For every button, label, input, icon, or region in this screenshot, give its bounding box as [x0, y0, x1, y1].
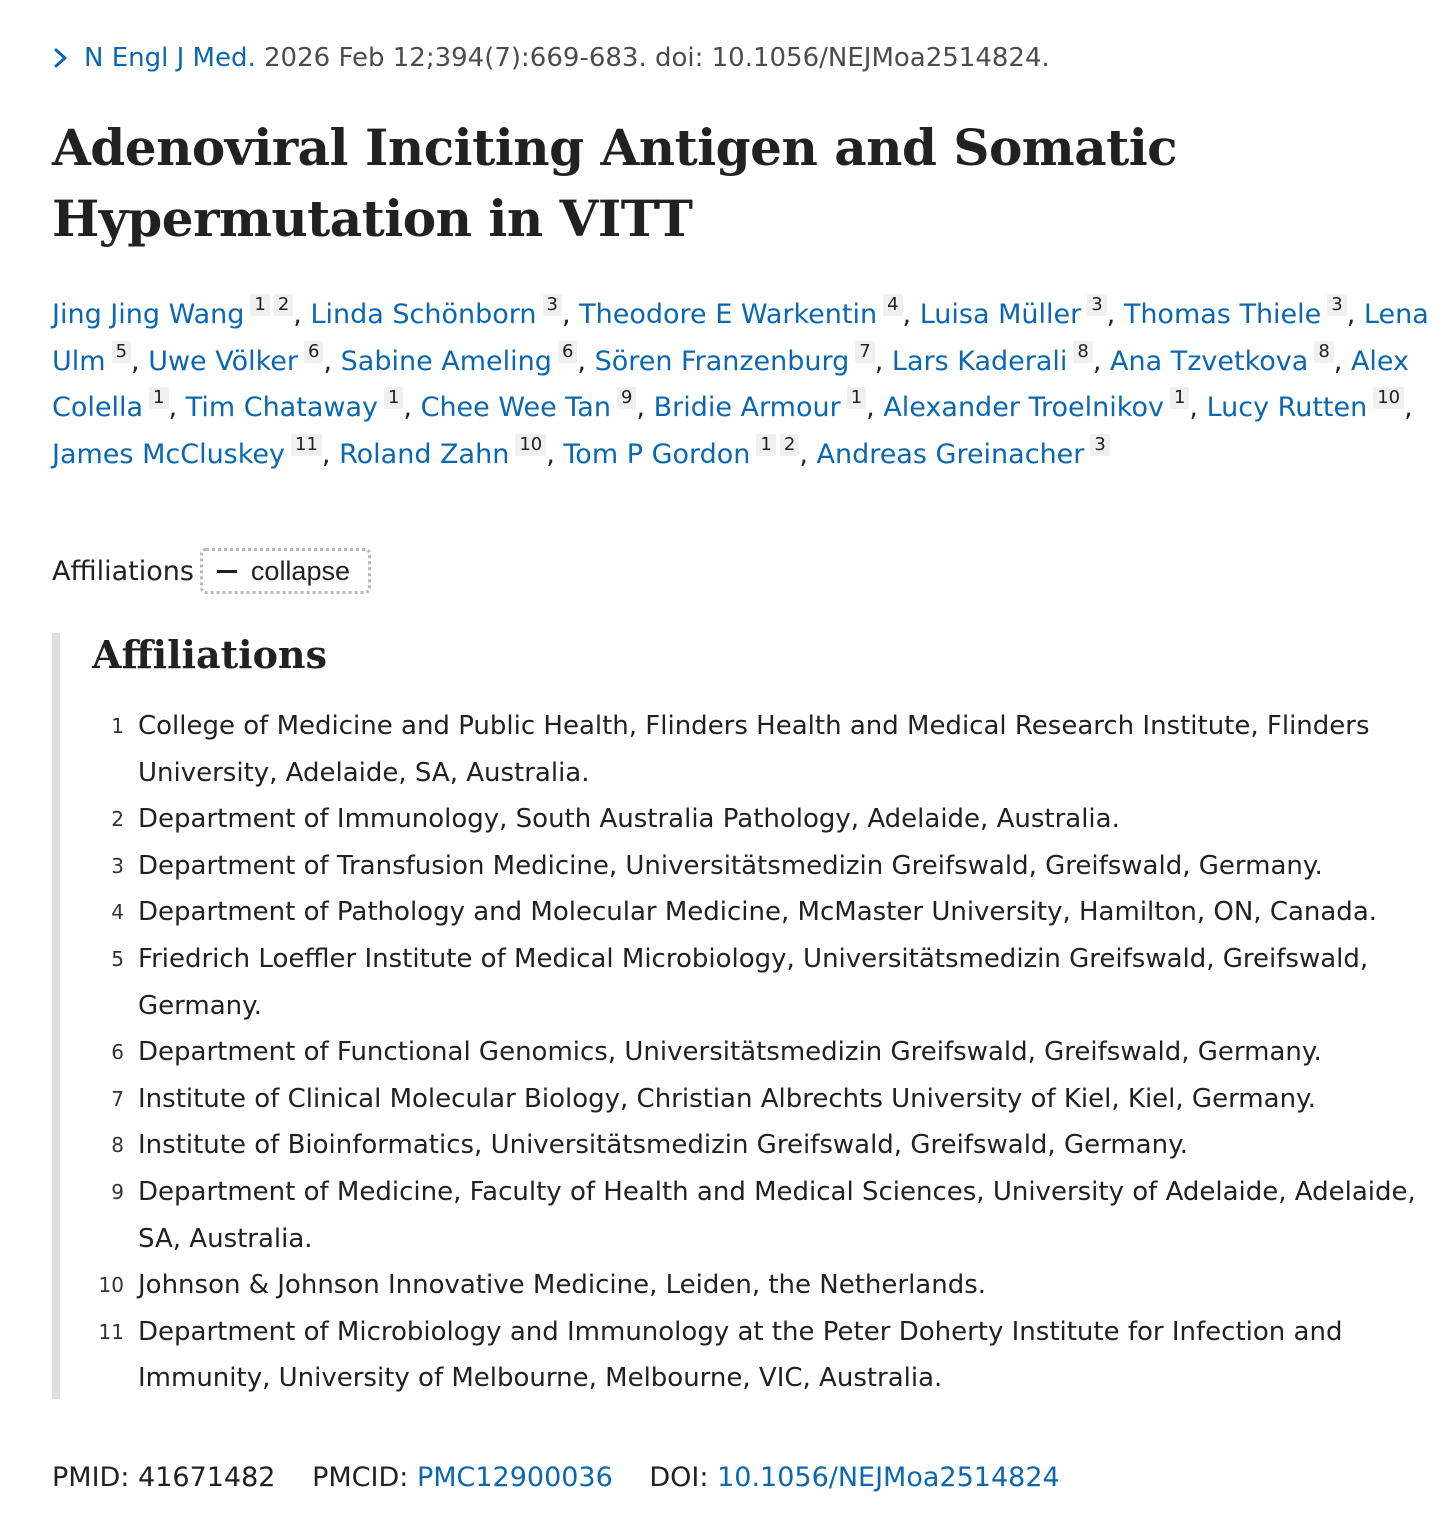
affiliation-text: Department of Medicine, Faculty of Health and Medical Sciences, University of Adelaide, Adelaide, SA, Australia. [138, 1176, 1416, 1254]
author-item [816, 433, 1109, 470]
affiliation-ref-badge[interactable]: 11 [291, 434, 322, 456]
affiliation-ref-badge[interactable]: 2 [780, 434, 799, 456]
author-name-link[interactable]: Jing Jing Wang [52, 299, 245, 330]
affiliation-text: Institute of Clinical Molecular Biology, Christian Albrechts University of Kiel, Kiel, Germany. [138, 1083, 1316, 1114]
author-name-link[interactable]: Tom P Gordon [563, 438, 751, 470]
author-separator: , [799, 438, 817, 470]
doi-block [649, 1462, 1059, 1493]
author-name-link[interactable]: Tim Chataway [185, 392, 378, 424]
affiliation-text: College of Medicine and Public Health, Flinders Health and Medical Research Institute, Flinders University, Adelaide, SA, Australia. [138, 711, 1370, 788]
author-item [185, 387, 421, 424]
affiliation-ref-badge[interactable]: 3 [1087, 294, 1106, 316]
affiliation-ref-badge[interactable]: 1 [847, 387, 866, 409]
collapse-affiliations-button[interactable] [200, 548, 371, 594]
author-item [52, 433, 340, 470]
affiliation-item [60, 1169, 1456, 1262]
affiliation-ref-badge[interactable]: 2 [274, 294, 293, 316]
minus-icon [217, 570, 237, 573]
affiliation-text: Institute of Bioinformatics, Universitätsmedizin Greifswald, Greifswald, Germany. [138, 1130, 1189, 1161]
pmid-block [52, 1462, 284, 1493]
affiliation-ref-badge[interactable]: 7 [855, 341, 874, 363]
author-name-link[interactable]: Lars Kaderali [891, 345, 1068, 377]
author-name-link[interactable]: Sören Franzenburg [594, 345, 850, 377]
affiliation-ref-badge[interactable]: 1 [1170, 387, 1189, 409]
author-item [653, 387, 884, 424]
author-separator: , [561, 299, 580, 330]
affiliation-ref-badge[interactable]: 3 [1090, 434, 1109, 456]
author-item [594, 340, 892, 377]
affiliation-text: Department of Microbiology and Immunology at the Peter Doherty Institute for Infection and Immunity, University of Melbourne, Melbourne, VIC, Australia. [138, 1316, 1343, 1394]
affiliation-ref-badge[interactable]: 1 [384, 387, 403, 409]
author-name-link[interactable]: James McCluskey [52, 438, 286, 470]
author-name-link[interactable]: Chee Wee Tan [420, 392, 611, 424]
author-separator: , [323, 345, 341, 377]
doi-link[interactable]: 10.1056/NEJMoa2514824 [717, 1462, 1060, 1493]
affiliation-ref-badge[interactable]: 4 [883, 294, 902, 316]
affiliation-ref-badge[interactable]: 3 [1327, 294, 1346, 316]
author-item [148, 340, 341, 377]
author-name-link[interactable]: Alexander Troelnikov [883, 392, 1164, 424]
affiliation-ref-badge[interactable]: 6 [558, 341, 577, 363]
author-separator: , [131, 345, 149, 377]
author-separator: , [546, 438, 564, 470]
author-separator: , [902, 299, 920, 330]
author-separator: , [321, 438, 340, 470]
affiliation-text: Johnson & Johnson Innovative Medicine, Leiden, the Netherlands. [138, 1270, 987, 1301]
author-name-link[interactable]: Thomas Thiele [1123, 299, 1322, 330]
affiliation-number: 11 [98, 1319, 124, 1344]
author-separator: , [866, 392, 884, 424]
affiliation-ref-badge[interactable]: 1 [149, 387, 168, 409]
author-item [1206, 387, 1413, 424]
author-separator: , [1092, 345, 1111, 377]
affiliations-toggle-row [52, 545, 371, 597]
affiliation-item [60, 703, 1456, 796]
author-separator: , [1189, 392, 1207, 424]
author-item [919, 294, 1124, 330]
author-item [1110, 340, 1351, 377]
affiliation-text: Department of Functional Genomics, Universitätsmedizin Greifswald, Greifswald, Germany. [138, 1037, 1322, 1068]
citation-line [52, 36, 1050, 80]
journal-link[interactable]: N Engl J Med. [84, 43, 256, 73]
author-list [52, 292, 1442, 478]
author-item [52, 294, 311, 330]
affiliation-number: 2 [111, 807, 124, 832]
affiliation-item [60, 936, 1456, 1029]
author-separator: , [577, 345, 595, 377]
affiliation-ref-badge[interactable]: 3 [543, 294, 562, 316]
author-item [891, 340, 1111, 377]
author-item [310, 294, 580, 330]
affiliations-list [60, 703, 1456, 1402]
pmcid-link[interactable]: PMC12900036 [416, 1462, 613, 1493]
identifiers [52, 1456, 1088, 1500]
author-name-link[interactable]: Roland Zahn [339, 438, 510, 470]
affiliation-ref-badge[interactable]: 5 [112, 341, 131, 363]
author-item [579, 294, 920, 330]
affiliation-item [60, 1122, 1456, 1169]
affiliation-ref-badge[interactable]: 1 [250, 294, 269, 316]
affiliations-label: Affiliations [52, 555, 194, 587]
affiliation-number: 3 [111, 853, 124, 878]
affiliation-ref-badge[interactable]: 9 [617, 387, 636, 409]
author-name-link[interactable]: Bridie Armour [653, 392, 841, 424]
affiliation-item [60, 1309, 1456, 1402]
pmcid-label: PMCID: [312, 1462, 409, 1493]
author-name-link[interactable]: Uwe Völker [148, 345, 299, 377]
affiliation-number: 5 [111, 946, 124, 971]
affiliation-number: 4 [111, 900, 124, 925]
author-separator: , [403, 392, 421, 424]
citation-details: 2026 Feb 12;394(7):669-683. doi: 10.1056/NEJMoa2514824. [264, 43, 1050, 73]
pmid-label: PMID: [52, 1462, 130, 1493]
affiliation-number: 9 [111, 1179, 124, 1204]
author-separator: , [1333, 345, 1351, 377]
affiliation-item [60, 1029, 1456, 1076]
affiliations-panel [52, 633, 1456, 1399]
affiliation-number: 10 [98, 1273, 124, 1298]
author-item [1123, 294, 1364, 330]
chevron-right-icon[interactable] [52, 47, 70, 69]
author-name-link[interactable]: Luisa Müller [919, 299, 1082, 330]
author-name-link[interactable]: Andreas Greinacher [816, 438, 1085, 470]
author-item [420, 387, 654, 424]
affiliation-number: 1 [111, 714, 124, 738]
affiliation-ref-badge[interactable]: 8 [1314, 341, 1333, 363]
affiliation-text: Department of Transfusion Medicine, Universitätsmedizin Greifswald, Greifswald, Germany. [138, 850, 1323, 881]
author-separator: , [636, 392, 654, 424]
affiliation-ref-badge[interactable]: 8 [1073, 341, 1092, 363]
author-name-link[interactable]: Linda Schönborn [310, 299, 537, 330]
author-separator: , [1346, 299, 1364, 330]
affiliation-ref-badge[interactable]: 10 [1373, 387, 1404, 409]
article-title: Adenoviral Inciting Antigen and Somatic Hypermutation in VITT [52, 118, 1178, 248]
affiliation-text: Friedrich Loeffler Institute of Medical Microbiology, Universitätsmedizin Greifswald, Greifswald, Germany. [138, 943, 1369, 1021]
affiliation-item [60, 1262, 1456, 1309]
affiliation-number: 8 [111, 1133, 124, 1158]
affiliation-item [60, 889, 1456, 936]
affiliation-text: Department of Pathology and Molecular Medicine, McMaster University, Hamilton, ON, Canada. [138, 897, 1378, 928]
affiliation-item [60, 843, 1456, 890]
author-item [339, 433, 564, 470]
affiliation-ref-badge[interactable]: 6 [304, 341, 323, 363]
affiliation-ref-badge[interactable]: 1 [756, 434, 775, 456]
author-name-link[interactable]: Lucy Rutten [1206, 392, 1368, 424]
author-separator: , [1404, 392, 1413, 424]
affiliation-text: Department of Immunology, South Australia Pathology, Adelaide, Australia. [138, 804, 1120, 835]
author-name-link[interactable]: Ana Tzvetkova [1110, 345, 1309, 377]
affiliation-ref-badge[interactable]: 10 [515, 434, 546, 456]
author-separator: , [168, 392, 186, 424]
author-separator: , [1106, 299, 1124, 330]
author-name-link[interactable]: Alex Colella [52, 345, 1410, 424]
affiliation-item [60, 796, 1456, 843]
collapse-button-label: collapse [250, 555, 350, 586]
author-separator: , [874, 345, 892, 377]
author-name-link[interactable]: Lena Ulm [52, 299, 1429, 377]
doi-label: DOI: [649, 1462, 709, 1493]
author-separator: , [293, 299, 311, 330]
author-name-link[interactable]: Sabine Ameling [340, 345, 552, 377]
author-name-link[interactable]: Theodore E Warkentin [579, 299, 878, 330]
affiliation-number: 6 [111, 1040, 124, 1065]
affiliation-number: 7 [111, 1086, 124, 1111]
author-item [563, 433, 817, 470]
affiliation-item [60, 1076, 1456, 1123]
author-item [340, 340, 595, 377]
author-item [883, 387, 1207, 424]
pmcid-block [312, 1462, 621, 1493]
affiliations-heading: Affiliations [92, 632, 327, 677]
pmid-value: 41671482 [138, 1462, 276, 1493]
